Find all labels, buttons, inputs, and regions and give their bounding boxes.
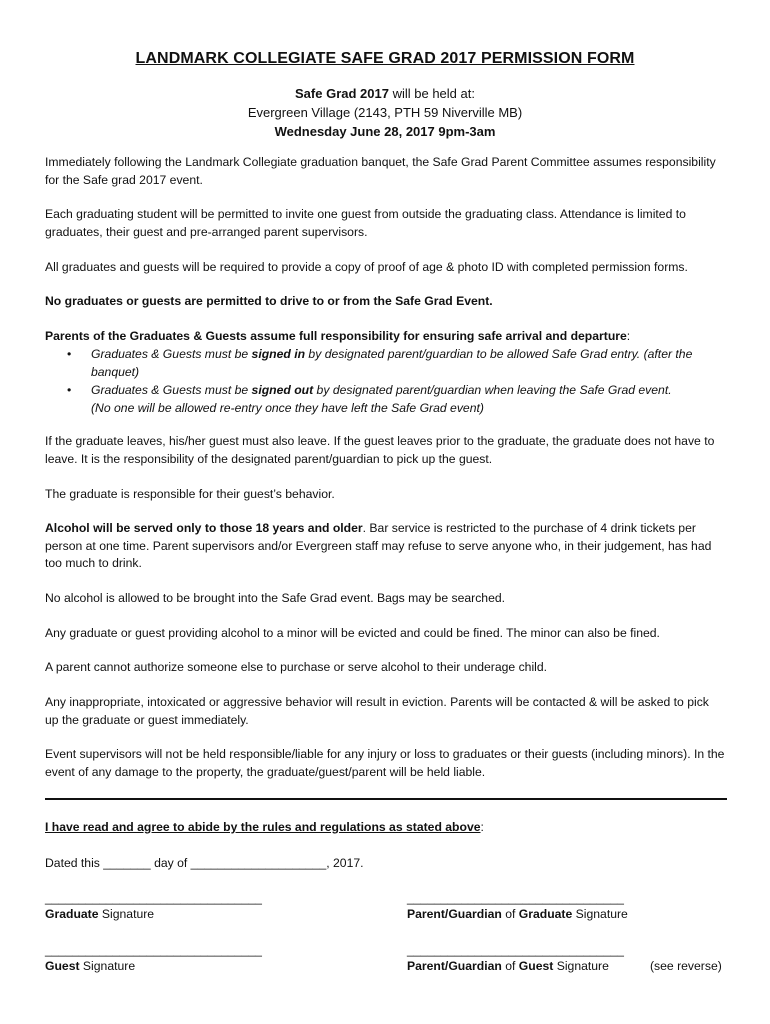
parent-guest-signature-line[interactable]: ________________________________ (407, 943, 624, 957)
parent-graduate-signature-label (407, 906, 628, 922)
agreement-colon: : (480, 820, 484, 834)
graduate-signature-label (45, 906, 154, 922)
heading-colon: : (626, 329, 631, 343)
paragraph-parent-responsibility (45, 328, 725, 346)
event-name: Safe Grad 2017 (295, 86, 389, 101)
bullet-emphasis: signed in (251, 347, 306, 361)
paragraph-guests: Each graduating student will be permitted to invite one guest from outside the graduating class. Attendance is limited to graduates, their guest and pre-arranged parent supervisors. (45, 207, 686, 239)
label-bold: Guest (45, 959, 80, 973)
paragraph-intro: Immediately following the Landmark Collegiate graduation banquet, the Safe Grad Parent Committee assumes responsibility for the Safe grad 2017 event. (45, 155, 716, 187)
bullet-icon: • (67, 383, 72, 397)
graduate-signature-line[interactable]: ________________________________ (45, 891, 262, 905)
alcohol-heading: Alcohol will be served only to those 18 years and older (45, 521, 363, 535)
event-name-line (0, 86, 770, 101)
label-text: Signature (98, 907, 155, 921)
paragraph-leaving: If the graduate leaves, his/her guest must also leave. If the guest leaves prior to the graduate, the graduate does not have to leave. It is the responsibility of the designated parent/guardian to pick up the guest. (45, 434, 715, 466)
label-text: Signature (79, 959, 136, 973)
held-at-text: will be held at: (388, 86, 475, 101)
list-item (45, 346, 725, 381)
label-bold: Parent/Guardian (407, 907, 502, 921)
see-reverse-note: (see reverse) (650, 959, 722, 973)
event-location: Evergreen Village (2143, PTH 59 Niverville MB) (247, 105, 523, 120)
parent-responsibility-heading: Parents of the Graduates & Guests assume full responsibility for ensuring safe arrival and departure (45, 329, 627, 343)
bullet-icon: • (67, 347, 72, 361)
label-bold: Guest (518, 959, 554, 973)
label-bold: Parent/Guardian (407, 959, 502, 973)
list-item (45, 382, 725, 417)
paragraph-id-requirement: All graduates and guests will be required to provide a copy of proof of age & photo ID with completed permission forms. (45, 260, 688, 274)
label-bold: Graduate (45, 907, 99, 921)
label-text: Signature (572, 907, 628, 921)
dated-field[interactable]: Dated this _______ day of ____________________, 2017. (45, 856, 364, 870)
paragraph-guest-behavior: The graduate is responsible for their guest’s behavior. (45, 487, 335, 501)
agreement-statement-line (45, 819, 725, 837)
parent-guest-signature-label (407, 958, 609, 974)
label-text: of (501, 907, 519, 921)
paragraph-underage: A parent cannot authorize someone else to purchase or serve alcohol to their underage child. (45, 660, 548, 674)
event-datetime: Wednesday June 28, 2017 9pm-3am (274, 124, 496, 139)
paragraph-alcohol (45, 520, 725, 573)
guest-signature-label (45, 958, 135, 974)
bullet-emphasis: signed out (251, 383, 314, 397)
paragraph-no-alcohol: No alcohol is allowed to be brought into the Safe Grad event. Bags may be searched. (45, 591, 506, 605)
sign-in-out-list (45, 346, 725, 418)
paragraph-liability: Event supervisors will not be held responsible/liable for any injury or loss to graduates or their guests (including minors). In the event of any damage to the property, the graduate/guest/parent will be held liable. (45, 747, 725, 779)
label-text: Signature (553, 959, 609, 973)
bullet-text: Graduates & Guests must be (91, 383, 252, 397)
label-bold: Graduate (518, 907, 573, 921)
alcohol-text: . Bar service is restricted to the purchase of 4 drink tickets per person at one time. Parent supervisors and/or Evergreen staff may refuse to serve anyone who, in their judgement, has had too much to drink. (45, 521, 712, 570)
agreement-statement: I have read and agree to abide by the rules and regulations as stated above (45, 820, 481, 834)
section-divider (45, 798, 727, 800)
paragraph-no-driving: No graduates or guests are permitted to drive to or from the Safe Grad Event. (45, 294, 493, 308)
bullet-text: by designated parent/guardian to be allowed Safe Grad entry. (after the banquet) (91, 347, 693, 379)
bullet-text: Graduates & Guests must be (91, 347, 252, 361)
guest-signature-line[interactable]: ________________________________ (45, 943, 262, 957)
paragraph-minors: Any graduate or guest providing alcohol to a minor will be evicted and could be fined. The minor can also be fined. (45, 626, 660, 640)
parent-graduate-signature-line[interactable]: ________________________________ (407, 891, 624, 905)
form-title: LANDMARK COLLEGIATE SAFE GRAD 2017 PERMISSION FORM (135, 50, 635, 67)
bullet-text: by designated parent/guardian when leaving the Safe Grad event. (313, 383, 672, 397)
bullet-text: (No one will be allowed re-entry once they have left the Safe Grad event) (91, 400, 484, 415)
paragraph-eviction: Any inappropriate, intoxicated or aggressive behavior will result in eviction. Parents will be contacted & will be asked to pick up the graduate or guest immediately. (45, 695, 709, 727)
label-text: of (501, 959, 519, 973)
